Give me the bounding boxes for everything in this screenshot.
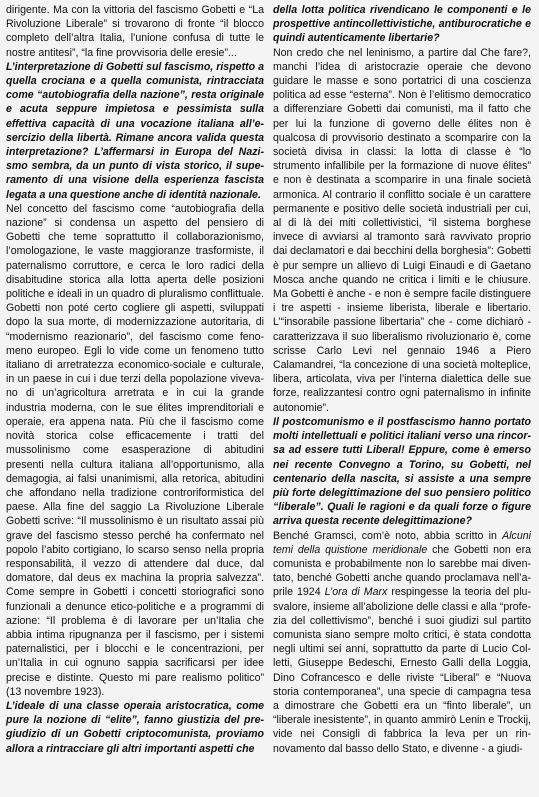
interview-question: L’ideale di una classe operaia aristocratica, come pure la nozione di “elite”, fanno giustizia del pregiudizio di un Gobetti criptocomunista, proviamo allora a rintracciare gli altri importanti aspetti che bbox=[6, 699, 264, 755]
cited-title: L’ora di Marx bbox=[324, 586, 388, 599]
paragraph: Nel concetto del fascismo come “autobiografia della nazione” si condensa un aspetto del pensiero di Gobetti che teme soprattutto il collaborazionismo, l’omologazione, le vaste maggioranze trasformiste, il paternalismo corruttore, e cerca le loro radici della disabitudine storica alla lotta aperta delle posizioni politiche e ideali in un quadro di pluralismo conflittuale. Gobetti non poté certo cogliere gli aspetti, sviluppati dopo la sua morte, di modernizzazione autoritaria, di “modernismo reazionario”, del fascismo come fenomeno europeo. Egli lo vide come un fenomeno tutto italiano di arretratezza economico-sociale e culturale, in un paese in cui i due terzi della popolazione vivevano di un’agricoltura arretrata e in cui la grande industria moderna, con le sue élites imprenditoriali e operaie, era appena nata. Più che il fascismo come novità storica colse efficacemente i tratti del mussolinismo come esasperazione di abitudini presenti nella cultura italiana all’opportunismo, alla demagogia, ai falsi unanimismi, alla retorica, abitudini che affondano nella tradizione controriformistica del paese. Alla fine del saggio La Rivoluzione Liberale Gobetti scrive: “Il mussolinismo è un risultato assai più grave del fascismo stesso perché ha confermato nel popolo l’abito cortigiano, lo scarso senso nella propria responsabilità, il vezzo di attendere dal duce, dal domatore, dal deus ex machina la propria salvezza”. Come sempre in Gobetti i concetti storiografici sono funzionali a denunce etico-politiche e a programmi di azione: “Il problema è di lavorare per un’Italia che abbia intima ripugnanza per il fascismo, per i sistemi paternalistici, per i blocchi e le concentrazioni, per un’Italia in cui ognuno sappia sacrificarsi per idee precise e distinte. Questo mi pare realismo politico” (13 novembre 1923). bbox=[6, 202, 264, 698]
paragraph bbox=[273, 529, 531, 756]
interview-question-continued: della lotta politica rivendicano le componenti e le prospettive antincollettivistiche, antiburocratiche e quindi autenticamente libertarie? bbox=[273, 4, 531, 45]
paragraph: dirigente. Ma con la vittoria del fascismo Gobetti e “La Rivoluzione Liberale” si trovarono di fronte “il blocco completo dell’altra Italia, l’unione confusa di tutte le nostre antitesi”, “la fine provvisoria delle eresie”... bbox=[6, 4, 264, 59]
interview-question: Il postcomunismo e il postfascismo hanno portato molti intellettuali e politici italiani verso una rincorsa ad essere tutti Liberal! Eppure, come è emerso nei recente Convegno a Torino, su Gobetti, nel centenario della nascita, si assiste a una sempre più forte delegittimazione del suo pensiero politico “liberale”. Quali le ragioni e da quali forze o figure arriva questa recente delegittimazione? bbox=[273, 415, 531, 528]
interview-question: L’interpretazione di Gobetti sul fascismo, rispetto a quella crociana e a quella comunista, rintracciata come “autobiografia della nazione”, resta originale e acuta seppure impietosa e pessimista sulla effettiva capacità di una vocazione italiana all’esercizio della libertà. Rimane ancora valida questa interpretazione? L’affermarsi in Europa del Nazismo sembra, da un punto di vista storico, il superamento di una visione della esperienza fascista legata a una questione anche di identità nazionale. bbox=[6, 60, 264, 201]
paragraph-text: che Gobetti non era comunista e probabilmente non lo sarebbe mai diventato, benché Gobetti anche quando proclamava nell’aprile 1924 bbox=[273, 543, 531, 599]
paragraph: Non credo che nel leninismo, a partire dal Che fare?, manchi l’idea di aristocrazie operaie che devono guidare le masse e sono portatrici di una coscienza politica ad esse “esterna”. Non è l’elitismo democratico a differenziare Gobetti dai comunisti, ma il fatto che per lui la funzione di governo delle élites non è qualcosa di provvisorio destinato a scomparire con la società divisa in classi: la lotta di classe è “lo strumento infallibile per la formazione di nuove élites” e non è destinata a scomparire in una finale società armonica. Al contrario il conflitto sociale è un carattere permanente e positivo delle società industriali per cui, al di là dei miti collettivistici, “il sistema borghese invece di avviarsi al tramonto sarà ravvivato proprio dai declamatori e dai becchini della borghesia”: Gobetti è pur sempre un allievo di Luigi Einaudi e di Gaetano Mosca anche quando ne critica i limiti e le chiusure. Ma Gobetti è anche - e non è sempre facile distinguere i tre aspetti - insieme liberista, liberale e libertario. L’“insorabile passione libertaria” che - come dichiarò - caratterizzava il suo liberalismo rivoluzionario è, come scrisse Carlo Levi nel gennaio 1946 a Piero Calamandrei, “la concezione di una società molteplice, libera, articolata, viva per l’interna dialettica delle sue forze, realizzantesi contro ogni paternalismo in infinite autonomie”. bbox=[273, 46, 531, 414]
left-column bbox=[6, 3, 264, 797]
paragraph-text: Benché Gramsci, com’è noto, abbia scritto in bbox=[273, 529, 503, 542]
right-column bbox=[273, 3, 531, 797]
paragraph-text: respingesse la teoria del plusvalore, insieme all’abolizione delle classi e alla “profezia del collettivismo”, benché i suoi giudizi sul partito comunista siano sempre molto critici, è stata condotta negli ultimi sei anni, soprattutto da parte di Lucio Colletti, Giuseppe Bedeschi, Ernesto Galli della Loggia, Dino Cofrancesco e delle riviste “Liberal” e “Nuova storia contemporanea”, una specie di campagna tesa a dimostrare che Gobetti era un “finto liberale”, un “liberale inesistente”, in quanto ammirò Lenin e Trockij, vide nei Consigli di fabbrica la leva per un rinnovamento dal basso dello Stato, e divenne - a giudi- bbox=[273, 586, 531, 755]
cited-title: Alcuni temi della quistione meridionale bbox=[273, 529, 531, 556]
